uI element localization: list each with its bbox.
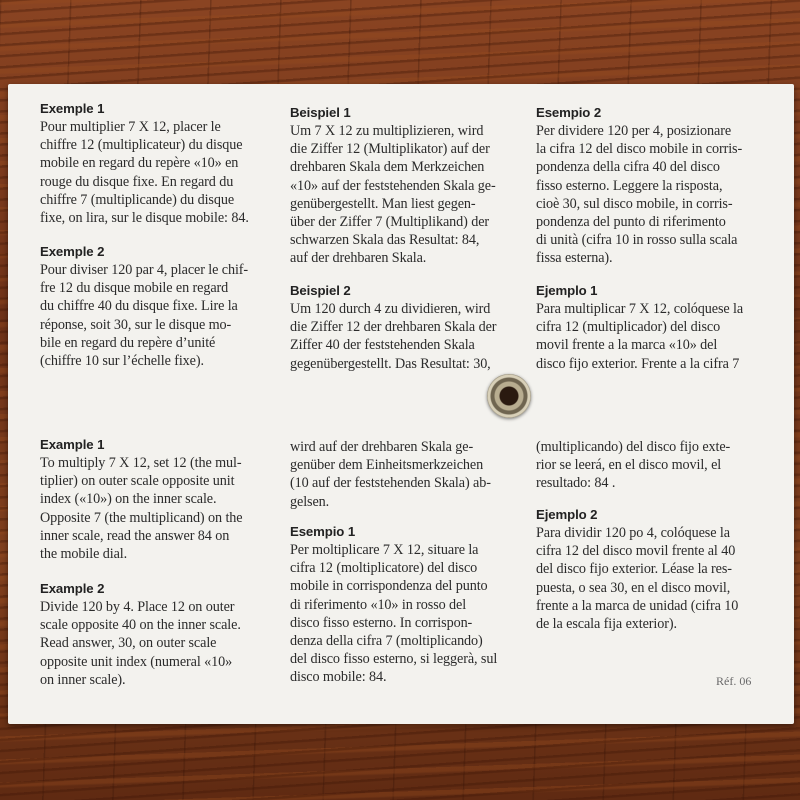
body: Para multiplicar 7 X 12, colóquese la cifra 12 (multiplicador) del disco movil frente a la marca «10» del disco fijo exterior. Frente a la cifra 7 xyxy=(536,301,744,372)
heading: Example 2 xyxy=(40,581,105,596)
heading: Example 1 xyxy=(40,437,105,452)
english-example-2 xyxy=(40,580,265,689)
spanish-example-1 xyxy=(536,282,766,373)
heading: Beispiel 2 xyxy=(290,283,351,298)
heading: Esempio 1 xyxy=(290,524,356,539)
body: (multiplicando) del disco fijo exte- rior se leerá, en el disco movil, el resultado: 84 . xyxy=(536,439,731,492)
german-example-2-continued xyxy=(290,438,515,511)
german-example-1 xyxy=(290,104,515,268)
english-example-1 xyxy=(40,436,265,563)
body: Pour diviser 120 par 4, placer le chif- fre 12 du disque mobile en regard du chiffre 40 du disque fixe. Lire la réponse, soit 30, sur le disque mo- bile en regard du repère d’unité (chiffre 10 sur l’échelle fixe). xyxy=(40,262,249,370)
italian-example-2 xyxy=(536,104,766,268)
body: To multiply 7 X 12, set 12 (the mul- tiplier) on outer scale opposite unit index («10») on the inner scale. Opposite 7 (the multiplicand) on the inner scale, read the answer 84 on the mobile dial. xyxy=(40,455,243,563)
german-example-2 xyxy=(290,282,515,373)
spanish-example-1-continued xyxy=(536,438,766,493)
spanish-example-2 xyxy=(536,506,766,633)
heading: Beispiel 1 xyxy=(290,105,351,120)
heading: Ejemplo 2 xyxy=(536,507,598,522)
heading: Esempio 2 xyxy=(536,105,602,120)
body: wird auf der drehbaren Skala ge- genüber dem Einheitsmerkzeichen (10 auf der feststehenden Skala) ab- gelsen. xyxy=(290,439,491,510)
body: Pour multiplier 7 X 12, placer le chiffre 12 (multiplicateur) du disque mobile en regard du repère «10» en rouge du disque fixe. En regard du chiffre 7 (multiplicande) du disque fixe, on lira, sur le disque mobile: 84. xyxy=(40,119,249,227)
body: Per dividere 120 per 4, posizionare la cifra 12 del disco mobile in corris- pondenza della cifra 40 del disco fisso esterno. Leggere la risposta, cioè 30, sul disco mobile, in corris- pondenza del punto di riferimento di unità (cifra 10 in rosso sulla scala fissa esterna). xyxy=(536,123,743,267)
reference-number: Réf. 06 xyxy=(716,674,752,688)
french-example-1 xyxy=(40,100,265,227)
body: Divide 120 by 4. Place 12 on outer scale opposite 40 on the inner scale. Read answer, 30, on outer scale opposite unit index (numeral «10» on inner scale). xyxy=(40,599,241,688)
body: Para dividir 120 po 4, colóquese la cifra 12 del disco movil frente al 40 del disco fijo exterior. Léase la res- puesta, o sea 30, en el disco movil, frente a la marca de unidad (cifra 10 de la escala fija exterior). xyxy=(536,525,739,633)
heading: Ejemplo 1 xyxy=(536,283,598,298)
french-example-2 xyxy=(40,243,265,370)
heading: Exemple 2 xyxy=(40,244,105,259)
rivet-hole xyxy=(487,374,531,418)
body: Um 7 X 12 zu multiplizieren, wird die Ziffer 12 (Multiplikator) auf der drehbaren Skala dem Merkzeichen «10» auf der feststehenden Skala ge- genübergestellt. Man liest gegen- über der Ziffer 7 (Multiplikand) der schwarzen Skala das Resultat: 84, auf der drehbaren Skala. xyxy=(290,123,496,267)
heading: Exemple 1 xyxy=(40,101,105,116)
italian-example-1 xyxy=(290,523,515,687)
body: Um 120 durch 4 zu dividieren, wird die Ziffer 12 der drehbaren Skala der Ziffer 40 der feststehenden Skala gegenübergestellt. Das Resultat: 30, xyxy=(290,301,497,372)
body: Per moltiplicare 7 X 12, situare la cifra 12 (moltiplicatore) del disco mobile in corrispondenza del punto di riferimento «10» in rosso del disco fisso esterno. In corrispon- denza della cifra 7 (moltiplicando) del disco fisso esterno, si leggerà, sul disco mobile: 84. xyxy=(290,542,498,686)
